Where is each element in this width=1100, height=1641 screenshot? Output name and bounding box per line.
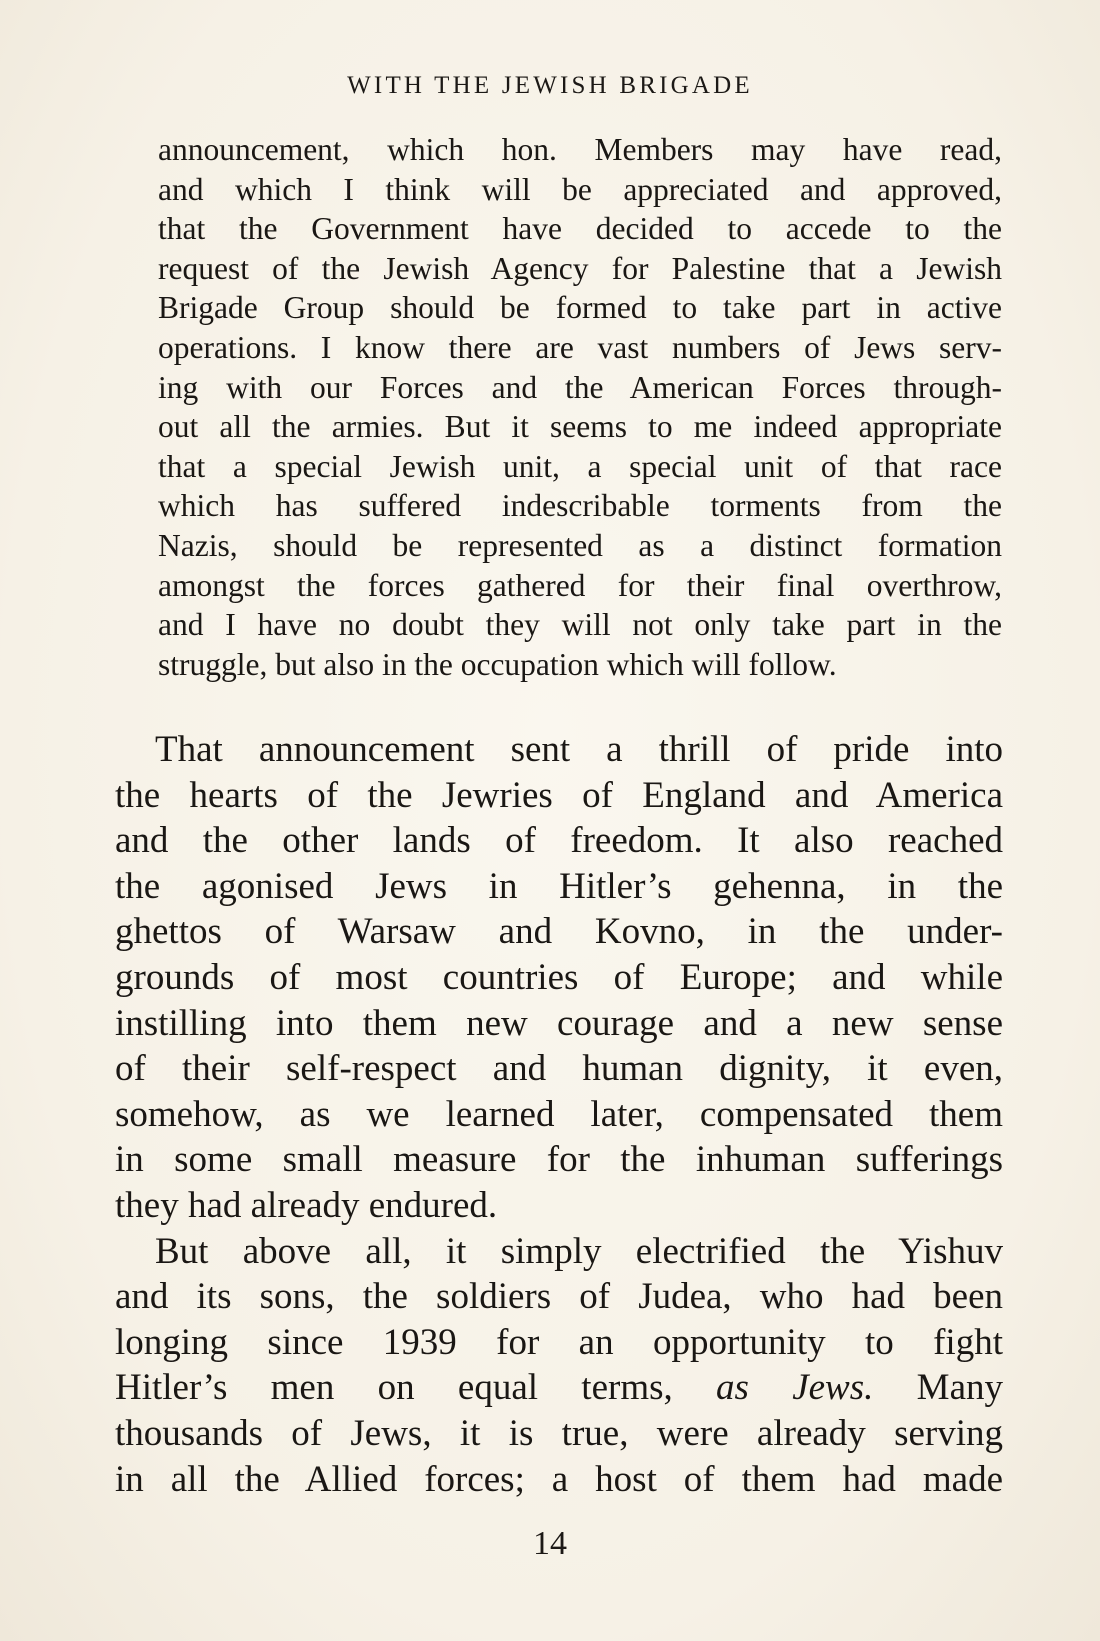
paragraph-2 [115, 1229, 1003, 1503]
body-line: longing since 1939 for an opportunity to fight [115, 1321, 1003, 1363]
body-line: the agonised Jews in Hitler’s gehenna, in the [115, 865, 1003, 907]
quote-line: and I have no doubt they will not only take part in the [158, 607, 1002, 643]
body-line: somehow, as we learned later, compensated them [115, 1093, 1003, 1135]
line-text: Hitler’s men on equal terms, [115, 1367, 673, 1409]
body-line: instilling into them new courage and a new sense [115, 1002, 1003, 1044]
body-line: That announcement sent a thrill of pride into [155, 729, 1003, 770]
page-number: 14 [533, 1525, 567, 1562]
paragraph-1 [115, 727, 1003, 1229]
body-text [115, 727, 1003, 1502]
quote-line: that a special Jewish unit, a special unit of that race [158, 448, 1002, 484]
body-line-mixed [115, 1365, 1003, 1411]
quote-line: amongst the forces gathered for their final overthrow, [158, 567, 1002, 603]
quote-line: which has suffered indescribable torments from the [158, 488, 1002, 524]
body-line: But above all, it simply electrified the Yishuv [155, 1230, 1003, 1272]
body-line: and the other lands of freedom. It also reached [115, 820, 1003, 862]
quote-line: announcement, which hon. Members may have read, [158, 132, 1002, 167]
body-line: the hearts of the Jewries of England and America [115, 774, 1003, 816]
quote-line: ing with our Forces and the American Forces through- [158, 369, 1002, 405]
italic-emphasis: as Jews. [716, 1367, 874, 1409]
body-line: in some small measure for the inhuman sufferings [115, 1139, 1003, 1181]
quote-line: that the Government have decided to accede to the [158, 211, 1002, 247]
body-line: they had already endured. [115, 1184, 498, 1226]
quote-line: Brigade Group should be formed to take part in active [158, 290, 1002, 326]
quote-line: request of the Jewish Agency for Palestine that a Jewish [158, 250, 1002, 286]
body-line: ghettos of Warsaw and Kovno, in the under- [115, 911, 1003, 953]
quote-line: operations. I know there are vast numbers of Jews serv- [158, 329, 1002, 365]
line-text: Many [916, 1367, 1003, 1409]
running-head: WITH THE JEWISH BRIGADE [347, 72, 753, 99]
body-line: thousands of Jews, it is true, were already serving [115, 1412, 1003, 1454]
body-line: of their self-respect and human dignity, it even, [115, 1048, 1003, 1090]
quote-line: and which I think will be appreciated and approved, [158, 171, 1002, 207]
quoted-speech [158, 130, 1002, 684]
quote-line: struggle, but also in the occupation which will follow. [158, 646, 837, 682]
body-line: and its sons, the soldiers of Judea, who had been [115, 1276, 1003, 1318]
quote-line: out all the armies. But it seems to me indeed appropriate [158, 409, 1002, 445]
quote-line: Nazis, should be represented as a distinct formation [158, 527, 1002, 563]
body-line: in all the Allied forces; a host of them had made [115, 1458, 1003, 1500]
body-line: grounds of most countries of Europe; and while [115, 956, 1003, 998]
